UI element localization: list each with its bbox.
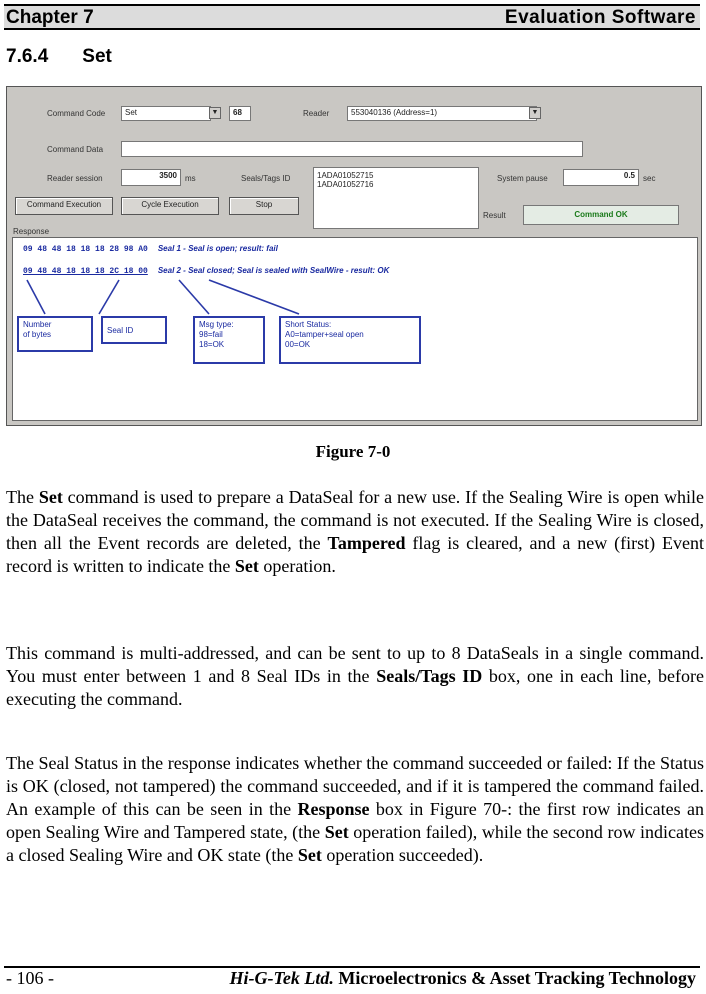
command-data-label: Command Data bbox=[47, 145, 104, 154]
section-heading bbox=[6, 46, 112, 68]
term-response: Response bbox=[297, 799, 370, 819]
result-field: Command OK bbox=[523, 205, 679, 225]
page-footer bbox=[4, 966, 700, 992]
company-name: Hi-G-Tek Ltd. bbox=[229, 968, 334, 988]
seal-id-line: 1ADA01052715 bbox=[317, 171, 374, 180]
chevron-down-icon[interactable]: ▼ bbox=[529, 107, 541, 119]
section-title: Set bbox=[82, 46, 112, 67]
arrow-num-bytes bbox=[27, 280, 45, 314]
system-pause-label: System pause bbox=[497, 174, 548, 183]
system-pause-input[interactable]: 0.5 bbox=[563, 169, 639, 186]
response-note: Seal 1 - Seal is open; result: fail bbox=[157, 244, 278, 253]
result-label: Result bbox=[483, 211, 506, 220]
arrow-short-status bbox=[209, 280, 299, 314]
reader-label: Reader bbox=[303, 109, 330, 118]
arrow-msg-type bbox=[179, 280, 209, 314]
reader-session-input[interactable]: 3500 bbox=[121, 169, 181, 186]
seals-tags-label: Seals/Tags ID bbox=[241, 174, 291, 183]
paragraph-1: The Set command is used to prepare a DataSeal for a new use. If the Sealing Wire is open while the DataSeal receives the command, the command is not executed. If the Sealing Wire is closed, then all the Event records are deleted, the Tampered flag is cleared, and a new (first) Event record is written to indicate the Set operation. bbox=[6, 487, 705, 576]
command-data-input[interactable] bbox=[121, 141, 583, 157]
term-set: Set bbox=[38, 487, 63, 507]
command-code-label: Command Code bbox=[47, 109, 106, 118]
seal-id-line: 1ADA01052716 bbox=[317, 180, 374, 189]
callout-msg-type: Msg type: 98=fail 18=OK bbox=[193, 316, 265, 364]
term-tampered: Tampered bbox=[327, 533, 406, 553]
seals-tags-input[interactable] bbox=[313, 167, 479, 229]
command-code-number[interactable]: 68 bbox=[229, 106, 251, 121]
section-number: 7.6.4 bbox=[6, 46, 49, 67]
response-bytes: 09 48 48 18 18 18 28 98 A0 bbox=[23, 245, 148, 254]
chevron-down-icon[interactable]: ▼ bbox=[209, 107, 221, 119]
term-set: Set bbox=[297, 845, 322, 865]
command-code-select[interactable]: Set bbox=[121, 106, 211, 121]
reader-session-label: Reader session bbox=[47, 174, 103, 183]
callout-short-status: Short Status: A0=tamper+seal open 00=OK bbox=[279, 316, 421, 364]
figure-caption: Figure 7-0 bbox=[315, 442, 391, 461]
command-execution-button[interactable]: Command Execution bbox=[15, 197, 113, 215]
paragraph-2: This command is multi-addressed, and can be sent to up to 8 DataSeals in a single command. You must enter between 1 and 8 Seal IDs in the Seals/Tags ID box, one in each line, before executing the command. bbox=[6, 643, 704, 709]
software-screenshot bbox=[6, 86, 702, 426]
paragraph-3: The Seal Status in the response indicates whether the command succeeded or failed: If the Status is OK (closed, not tampered) the command succeeded, and if it is tampered the command failed. An example of this can be seen in the Response box in Figure 70-: the first row indicates an open Sealing Wire and Tampered state, (the Set operation failed), while the second row indicates a closed Sealing Wire and OK state (the Set operation succeeded). bbox=[6, 753, 704, 865]
cycle-execution-button[interactable]: Cycle Execution bbox=[121, 197, 219, 215]
response-bytes: 09 48 48 18 18 18 2C 18 00 bbox=[23, 267, 148, 276]
response-note: Seal 2 - Seal closed; Seal is sealed with SealWire - result: OK bbox=[157, 266, 390, 275]
chapter-label: Chapter 7 bbox=[6, 7, 94, 28]
page-number: - 106 - bbox=[6, 968, 54, 988]
response-label: Response bbox=[13, 227, 50, 236]
footer-tagline: Hi-G-Tek Ltd. Microelectronics & Asset Tracking Technology bbox=[229, 968, 696, 988]
callout-seal-id: Seal ID bbox=[101, 316, 167, 344]
page-header bbox=[4, 4, 700, 30]
system-pause-unit: sec bbox=[643, 174, 656, 183]
arrow-seal-id bbox=[99, 280, 119, 314]
chapter-title: Evaluation Software bbox=[504, 7, 696, 28]
response-box[interactable] bbox=[12, 237, 698, 421]
stop-button[interactable]: Stop bbox=[229, 197, 299, 215]
reader-session-unit: ms bbox=[185, 174, 196, 183]
callout-number-of-bytes: Number of bytes bbox=[17, 316, 93, 352]
term-set: Set bbox=[234, 556, 259, 576]
term-seals-tags-id: Seals/Tags ID bbox=[376, 666, 483, 686]
reader-select[interactable]: 553040136 (Address=1) bbox=[347, 106, 537, 121]
term-set: Set bbox=[324, 822, 349, 842]
